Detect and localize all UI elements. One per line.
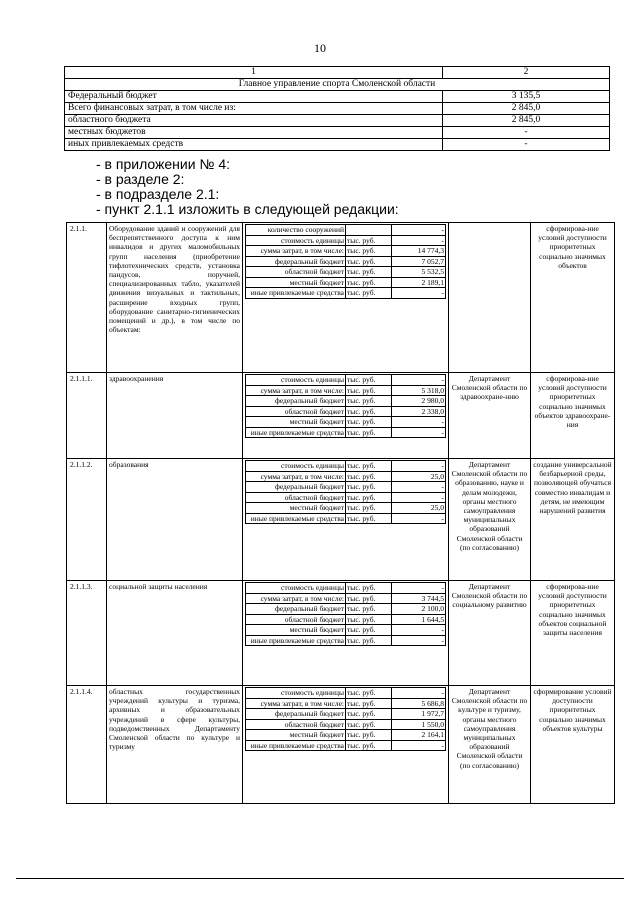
funding-lines [243, 223, 449, 373]
funding-line-unit: тыс. руб. [346, 267, 392, 278]
responsible-department: Департамент Смоленской области по образованию, науке и делам молодежи, органы местного самоуправления муниципальных образований Смоленской области (по согласованию) [449, 459, 531, 581]
funding-line-unit: тыс. руб. [346, 730, 392, 741]
funding-line-name: федеральный бюджет [246, 256, 346, 267]
instruction-line: - в подразделе 2.1: [96, 186, 220, 202]
funding-line-name: федеральный бюджет [246, 396, 346, 407]
funding-line-value: 2 338,0 [391, 406, 445, 417]
funding-line-name: федеральный бюджет [246, 482, 346, 493]
funding-line-name: иные привлекаемые средства [246, 740, 346, 751]
funding-line-name: сумма затрат, в том числе: [246, 385, 346, 396]
funding-line-value: 2 189,1 [391, 277, 445, 288]
header-row [65, 67, 610, 79]
measure-row [67, 581, 615, 686]
funding-line-name: иные привлекаемые средства [246, 635, 346, 646]
funding-line-name: сумма затрат, в том числе: [246, 246, 346, 257]
funding-line-name: стоимость единицы [246, 375, 346, 386]
funding-line-value: - [391, 288, 445, 299]
funding-line-name: местный бюджет [246, 730, 346, 741]
funding-line-value: 2 980,0 [391, 396, 445, 407]
measure-number: 2.1.1.3. [67, 581, 107, 686]
funding-line [246, 471, 446, 482]
funding-line [246, 604, 446, 615]
expected-result: сформирова-ние условий доступности приоритетных социально значимых объектов социальной защиты населения [531, 581, 615, 686]
measure-row [67, 686, 615, 804]
funding-line-unit: тыс. руб. [346, 256, 392, 267]
funding-line-unit: тыс. руб. [346, 625, 392, 636]
funding-line [246, 635, 446, 646]
funding-line-unit: тыс. руб. [346, 375, 392, 386]
expected-result: сформирова-ние условий доступности приоритетных социально значимых объектов [531, 223, 615, 373]
funding-line [246, 225, 446, 236]
funding-line-name: сумма затрат, в том числе: [246, 698, 346, 709]
funding-line-value: - [391, 583, 445, 594]
measures-table [66, 222, 615, 804]
funding-line-unit: тыс. руб. [346, 427, 392, 438]
measure-description: социальной защиты населения [107, 581, 243, 686]
funding-line-name: местный бюджет [246, 625, 346, 636]
funding-line [246, 375, 446, 386]
funding-line-unit: тыс. руб. [346, 471, 392, 482]
funding-line-unit: тыс. руб. [346, 406, 392, 417]
funding-line-unit: тыс. руб. [346, 583, 392, 594]
funding-line-value: - [391, 375, 445, 386]
table-row [65, 139, 610, 151]
funding-line-value: - [391, 492, 445, 503]
funding-line [246, 277, 446, 288]
funding-line-value: 1 550,0 [391, 719, 445, 730]
row-label: Всего финансовых затрат, в том числе из: [65, 103, 443, 115]
funding-line-name: областной бюджет [246, 406, 346, 417]
funding-line-unit: тыс. руб. [346, 385, 392, 396]
funding-line-value: 2 164,1 [391, 730, 445, 741]
measure-row [67, 223, 615, 373]
title-row [65, 79, 610, 91]
funding-line-value: 3 744,5 [391, 593, 445, 604]
row-label: местных бюджетов [65, 127, 443, 139]
funding-line-unit: тыс. руб. [346, 614, 392, 625]
funding-breakdown [245, 374, 446, 438]
measure-number: 2.1.1. [67, 223, 107, 373]
row-value: - [443, 139, 610, 151]
header-col-1: 1 [65, 67, 443, 79]
table-row [65, 103, 610, 115]
expected-result: создание универсальной безбарьерной среды, позволяющей обучаться совместно инвалидам и детям, не имеющим нарушений развития [531, 459, 615, 581]
table-row [65, 115, 610, 127]
funding-line [246, 625, 446, 636]
funding-line-name: сумма затрат, в том числе: [246, 593, 346, 604]
funding-line [246, 267, 446, 278]
funding-line [246, 461, 446, 472]
funding-line-unit [346, 225, 392, 236]
funding-line-unit: тыс. руб. [346, 288, 392, 299]
amendment-instructions [96, 157, 399, 217]
funding-line-value: - [391, 513, 445, 524]
measure-description: образования [107, 459, 243, 581]
row-value: 3 135,5 [443, 91, 610, 103]
funding-line-unit: тыс. руб. [346, 719, 392, 730]
funding-line-value: - [391, 235, 445, 246]
funding-lines [243, 373, 449, 459]
measure-number: 2.1.1.1. [67, 373, 107, 459]
funding-line-unit: тыс. руб. [346, 698, 392, 709]
funding-line-value: - [391, 461, 445, 472]
funding-line [246, 417, 446, 428]
funding-lines [243, 459, 449, 581]
funding-line-value: 5 318,0 [391, 385, 445, 396]
funding-line-name: стоимость единицы [246, 583, 346, 594]
funding-line-name: областной бюджет [246, 719, 346, 730]
funding-line [246, 740, 446, 751]
header-col-2: 2 [443, 67, 610, 79]
funding-line [246, 427, 446, 438]
funding-line-name: федеральный бюджет [246, 604, 346, 615]
agency-title: Главное управление спорта Смоленской области [65, 79, 610, 91]
row-label: Федеральный бюджет [65, 91, 443, 103]
table-row [65, 91, 610, 103]
funding-line-name: иные привлекаемые средства [246, 427, 346, 438]
funding-line-name: стоимость единицы [246, 688, 346, 699]
page-number: 10 [314, 41, 326, 55]
funding-line-name: иные привлекаемые средства [246, 288, 346, 299]
funding-line [246, 396, 446, 407]
funding-line [246, 698, 446, 709]
table-row [65, 127, 610, 139]
funding-line-name: областной бюджет [246, 614, 346, 625]
funding-breakdown [245, 460, 446, 524]
funding-line-unit: тыс. руб. [346, 604, 392, 615]
funding-line-value: - [391, 427, 445, 438]
funding-line-value: - [391, 635, 445, 646]
measure-description: Оборудование зданий и сооружений для беспрепятственного доступа к ним инвалидов и других маломобильных групп населения (приобретение тифлотехнических средств, установка пандусов, поручней, специализированных табло, указателей движения визуальных и тактильных, расширение входных групп, оборудование санитарно-гигиенических помещений и др.), в том числе по объектам: [107, 223, 243, 373]
funding-line-name: количество сооружений [246, 225, 346, 236]
funding-line-value: - [391, 688, 445, 699]
funding-line-unit: тыс. руб. [346, 709, 392, 720]
funding-line [246, 235, 446, 246]
funding-line-value: 25,0 [391, 471, 445, 482]
page-bottom-rule [16, 878, 624, 879]
funding-line-value: - [391, 417, 445, 428]
funding-line-unit: тыс. руб. [346, 417, 392, 428]
funding-line [246, 709, 446, 720]
funding-line-value: 2 100,0 [391, 604, 445, 615]
funding-line-unit: тыс. руб. [346, 593, 392, 604]
funding-breakdown [245, 224, 446, 299]
measure-description: областных государственных учреждений культуры и туризма, архивных и образовательных учреждений в сфере культуры, подведомственных Департаменту Смоленской области по культуре и туризму [107, 686, 243, 804]
funding-line-value: 25,0 [391, 503, 445, 514]
funding-line-unit: тыс. руб. [346, 246, 392, 257]
funding-line-name: областной бюджет [246, 492, 346, 503]
funding-line-value: 5 686,8 [391, 698, 445, 709]
funding-line [246, 583, 446, 594]
row-label: иных привлекаемых средств [65, 139, 443, 151]
measure-number: 2.1.1.2. [67, 459, 107, 581]
funding-line [246, 385, 446, 396]
funding-line-value: - [391, 482, 445, 493]
measure-row [67, 373, 615, 459]
funding-line-name: сумма затрат, в том числе: [246, 471, 346, 482]
measure-number: 2.1.1.4. [67, 686, 107, 804]
responsible-department: Департамент Смоленской области по социальному развитию [449, 581, 531, 686]
expected-result: сформирование условий доступности приоритетных социально значимых объектов культуры [531, 686, 615, 804]
funding-line-unit: тыс. руб. [346, 688, 392, 699]
responsible-department: Департамент Смоленской области по культуре и туризму, органы местного самоуправления муниципальных образований Смоленской области (по согласованию) [449, 686, 531, 804]
measure-description: здравоохранения [107, 373, 243, 459]
funding-line-unit: тыс. руб. [346, 503, 392, 514]
funding-lines [243, 686, 449, 804]
funding-line-unit: тыс. руб. [346, 461, 392, 472]
funding-line [246, 730, 446, 741]
funding-line-name: стоимость единицы [246, 461, 346, 472]
funding-line-value: - [391, 225, 445, 236]
funding-line-name: местный бюджет [246, 417, 346, 428]
funding-line [246, 406, 446, 417]
funding-line-value: 5 532,5 [391, 267, 445, 278]
funding-line [246, 256, 446, 267]
funding-line-value: 1 644,5 [391, 614, 445, 625]
funding-line [246, 719, 446, 730]
funding-line-unit: тыс. руб. [346, 235, 392, 246]
funding-line-value: - [391, 740, 445, 751]
funding-line-name: стоимость единицы [246, 235, 346, 246]
funding-line [246, 492, 446, 503]
row-value: 2 845,0 [443, 115, 610, 127]
responsible-department: Департамент Смоленской области по здравоохране-нию [449, 373, 531, 459]
funding-line [246, 513, 446, 524]
row-label: областного бюджета [65, 115, 443, 127]
funding-lines [243, 581, 449, 686]
funding-line [246, 246, 446, 257]
funding-line-name: областной бюджет [246, 267, 346, 278]
funding-line-name: иные привлекаемые средства [246, 513, 346, 524]
funding-line [246, 614, 446, 625]
measure-row [67, 459, 615, 581]
funding-summary-table [64, 66, 610, 151]
funding-line-unit: тыс. руб. [346, 492, 392, 503]
expected-result: сформирова-ние условий доступности приоритетных социально значимых объектов здравоохране-ния [531, 373, 615, 459]
funding-line-name: местный бюджет [246, 503, 346, 514]
funding-line-value: 7 052,7 [391, 256, 445, 267]
funding-line-unit: тыс. руб. [346, 482, 392, 493]
instruction-line: - пункт 2.1.1 изложить в следующей редакции: [96, 201, 399, 217]
funding-line-unit: тыс. руб. [346, 277, 392, 288]
funding-line-unit: тыс. руб. [346, 396, 392, 407]
funding-line-unit: тыс. руб. [346, 513, 392, 524]
instruction-line: - в приложении № 4: [96, 156, 231, 172]
funding-line-name: федеральный бюджет [246, 709, 346, 720]
funding-line [246, 288, 446, 299]
funding-line-value: 14 774,3 [391, 246, 445, 257]
funding-line [246, 688, 446, 699]
funding-line-unit: тыс. руб. [346, 635, 392, 646]
row-value: - [443, 127, 610, 139]
instruction-line: - в разделе 2: [96, 171, 185, 187]
funding-line-value: 1 972,7 [391, 709, 445, 720]
funding-line [246, 482, 446, 493]
funding-line-value: - [391, 625, 445, 636]
funding-line-unit: тыс. руб. [346, 740, 392, 751]
funding-breakdown [245, 582, 446, 646]
funding-line [246, 503, 446, 514]
row-value: 2 845,0 [443, 103, 610, 115]
responsible-department [449, 223, 531, 373]
funding-line [246, 593, 446, 604]
funding-breakdown [245, 687, 446, 751]
funding-line-name: местный бюджет [246, 277, 346, 288]
